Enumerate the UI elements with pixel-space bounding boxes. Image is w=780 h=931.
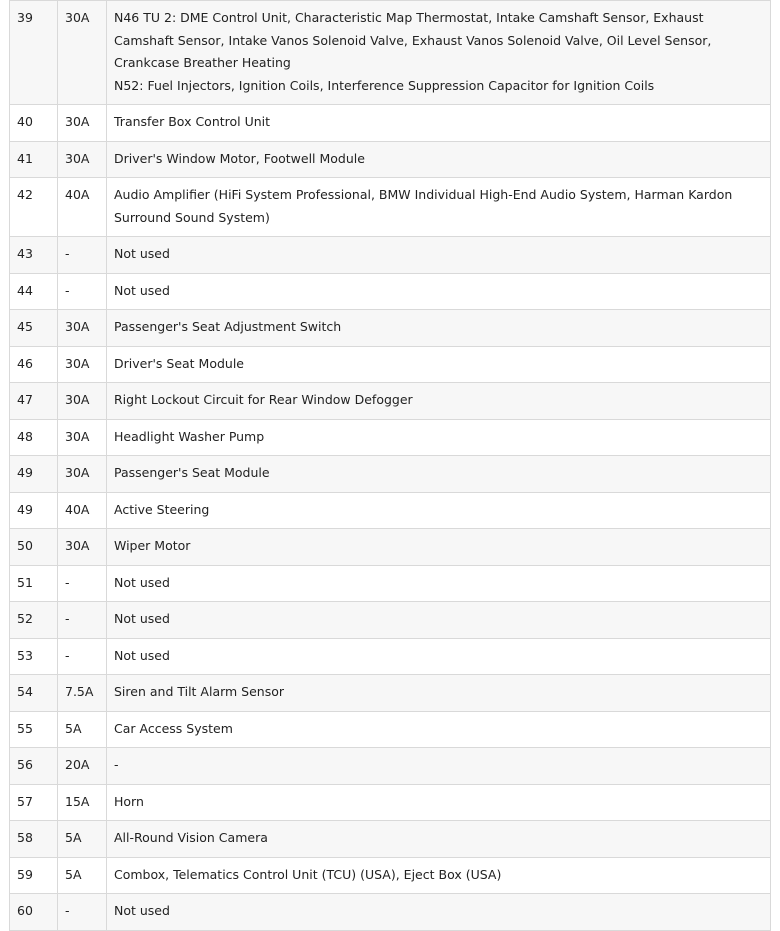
table-row: [10, 310, 771, 347]
fuse-number-cell: 48: [10, 419, 58, 456]
table-row: [10, 237, 771, 274]
fuse-function-cell: [107, 105, 771, 142]
fuse-number-cell: 44: [10, 273, 58, 310]
fuse-number-cell: 49: [10, 492, 58, 529]
table-row: [10, 273, 771, 310]
function-text: Not used: [114, 282, 170, 298]
function-text: Not used: [114, 611, 170, 626]
fuse-function-cell: [107, 675, 771, 712]
function-text: Not used: [114, 246, 170, 261]
table-row: [10, 565, 771, 602]
fuse-rating-cell: -: [58, 565, 107, 602]
fuse-function-cell: [107, 273, 771, 310]
function-text: Active Steering: [114, 501, 210, 517]
fuse-table: [9, 0, 771, 931]
fuse-function-cell: [107, 1, 771, 105]
table-row: [10, 178, 771, 237]
fuse-number-cell: 40: [10, 105, 58, 142]
fuse-function-cell: [107, 237, 771, 274]
table-row: [10, 602, 771, 639]
function-text: -: [114, 757, 119, 772]
fuse-function-cell: [107, 456, 771, 493]
table-row: [10, 784, 771, 821]
fuse-rating-cell: 30A: [58, 419, 107, 456]
fuse-number-cell: 47: [10, 383, 58, 420]
function-text: Combox, Telematics Control Unit (TCU) (USA), Eject Box (USA): [114, 866, 502, 882]
fuse-number-cell: 58: [10, 821, 58, 858]
fuse-rating-cell: 30A: [58, 1, 107, 105]
fuse-number-cell: 45: [10, 310, 58, 347]
fuse-number-cell: 49: [10, 456, 58, 493]
fuse-number-cell: 41: [10, 141, 58, 178]
function-text: Not used: [114, 574, 170, 590]
fuse-function-cell: [107, 748, 771, 785]
function-text: Horn: [114, 793, 144, 809]
fuse-function-cell: [107, 492, 771, 529]
table-row: [10, 456, 771, 493]
table-row: [10, 383, 771, 420]
function-text: Driver's Window Motor, Footwell Module: [114, 150, 365, 166]
table-row: [10, 675, 771, 712]
table-row: [10, 346, 771, 383]
function-text: Not used: [114, 647, 170, 663]
function-text: Headlight Washer Pump: [114, 428, 265, 444]
fuse-number-cell: 51: [10, 565, 58, 602]
fuse-rating-cell: -: [58, 894, 107, 931]
fuse-function-cell: [107, 529, 771, 566]
function-text: Wiper Motor: [114, 538, 191, 553]
table-row: [10, 857, 771, 894]
function-text: N52: Fuel Injectors, Ignition Coils, Interference Suppression Capacitor for Ignition Coils: [114, 77, 655, 93]
table-row: [10, 1, 771, 105]
fuse-rating-cell: 30A: [58, 141, 107, 178]
table-row: [10, 638, 771, 675]
function-text: Not used: [114, 903, 170, 918]
table-row: [10, 105, 771, 142]
fuse-number-cell: 50: [10, 529, 58, 566]
fuse-number-cell: 55: [10, 711, 58, 748]
fuse-number-cell: 59: [10, 857, 58, 894]
fuse-rating-cell: 30A: [58, 383, 107, 420]
fuse-function-cell: [107, 638, 771, 675]
fuse-rating-cell: 40A: [58, 492, 107, 529]
fuse-function-cell: [107, 419, 771, 456]
table-row: [10, 529, 771, 566]
function-text: Transfer Box Control Unit: [114, 114, 271, 129]
fuse-number-cell: 57: [10, 784, 58, 821]
fuse-number-cell: 39: [10, 1, 58, 105]
fuse-rating-cell: 15A: [58, 784, 107, 821]
function-text: Audio Amplifier (HiFi System Professional, BMW Individual High-End Audio System, Harman Kardon Surround Sound System): [114, 187, 733, 225]
fuse-rating-cell: 5A: [58, 821, 107, 858]
fuse-rating-cell: -: [58, 638, 107, 675]
fuse-rating-cell: 5A: [58, 857, 107, 894]
fuse-function-cell: [107, 565, 771, 602]
table-row: [10, 419, 771, 456]
table-row: [10, 711, 771, 748]
fuse-rating-cell: 30A: [58, 105, 107, 142]
fuse-rating-cell: 20A: [58, 748, 107, 785]
fuse-rating-cell: 30A: [58, 310, 107, 347]
function-text: N46 TU 2: DME Control Unit, Characteristic Map Thermostat, Intake Camshaft Sensor, Exhaust Camshaft Sensor, Intake Vanos Solenoid Valve, Exhaust Vanos Solenoid Valve, Oil Level Sensor, Crankcase Breather Heating: [114, 10, 712, 70]
fuse-number-cell: 56: [10, 748, 58, 785]
fuse-function-cell: [107, 711, 771, 748]
fuse-number-cell: 54: [10, 675, 58, 712]
function-text: Car Access System: [114, 720, 233, 736]
fuse-rating-cell: 5A: [58, 711, 107, 748]
fuse-number-cell: 42: [10, 178, 58, 237]
fuse-number-cell: 43: [10, 237, 58, 274]
fuse-rating-cell: 7.5A: [58, 675, 107, 712]
fuse-rating-cell: -: [58, 273, 107, 310]
fuse-function-cell: [107, 602, 771, 639]
table-row: [10, 492, 771, 529]
function-text: Driver's Seat Module: [114, 355, 244, 371]
fuse-function-cell: [107, 346, 771, 383]
fuse-rating-cell: 30A: [58, 456, 107, 493]
fuse-rating-cell: 30A: [58, 346, 107, 383]
fuse-rating-cell: -: [58, 602, 107, 639]
function-text: Siren and Tilt Alarm Sensor: [114, 684, 285, 699]
function-text: Right Lockout Circuit for Rear Window Defogger: [114, 392, 413, 407]
fuse-function-cell: [107, 821, 771, 858]
table-row: [10, 748, 771, 785]
fuse-function-cell: [107, 857, 771, 894]
table-row: [10, 141, 771, 178]
function-text: Passenger's Seat Adjustment Switch: [114, 319, 342, 334]
fuse-function-cell: [107, 383, 771, 420]
fuse-function-cell: [107, 310, 771, 347]
table-row: [10, 821, 771, 858]
fuse-number-cell: 53: [10, 638, 58, 675]
function-text: Passenger's Seat Module: [114, 465, 270, 480]
fuse-function-cell: [107, 141, 771, 178]
fuse-rating-cell: 30A: [58, 529, 107, 566]
fuse-number-cell: 60: [10, 894, 58, 931]
fuse-rating-cell: -: [58, 237, 107, 274]
fuse-number-cell: 52: [10, 602, 58, 639]
fuse-function-cell: [107, 178, 771, 237]
fuse-rating-cell: 40A: [58, 178, 107, 237]
function-text: All-Round Vision Camera: [114, 830, 268, 845]
fuse-number-cell: 46: [10, 346, 58, 383]
fuse-function-cell: [107, 784, 771, 821]
